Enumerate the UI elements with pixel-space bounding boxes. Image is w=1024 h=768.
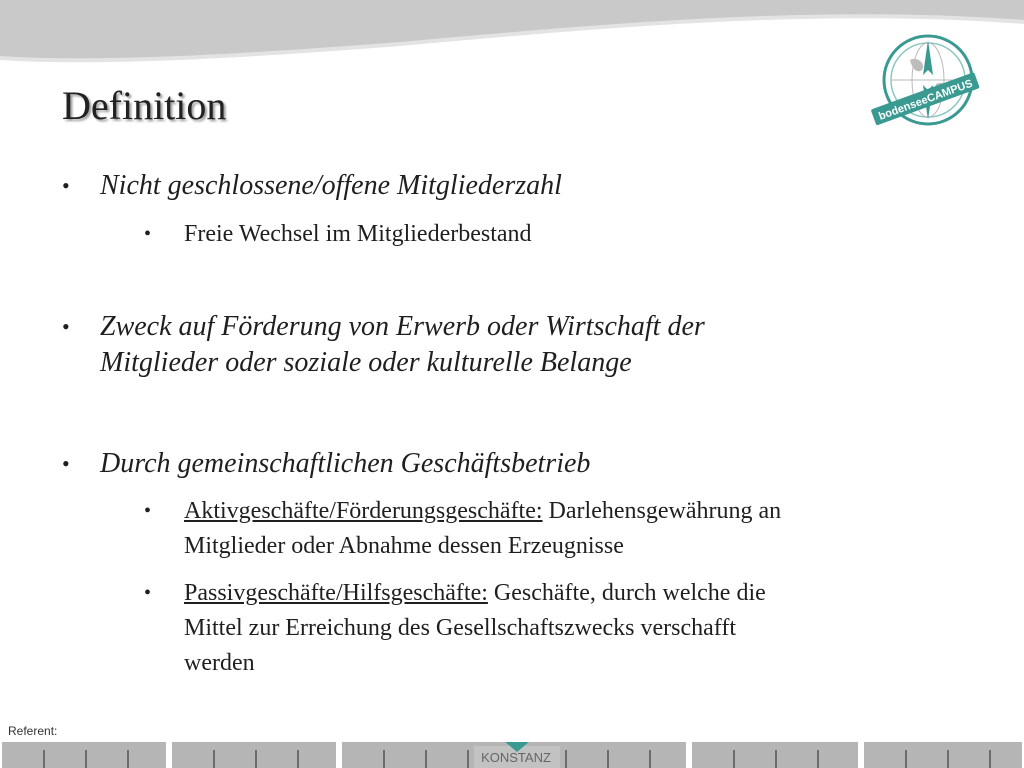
sub-bullet-passiv bbox=[184, 576, 984, 681]
term-aktivgeschaefte: Aktivgeschäfte/Förderungsgeschäfte: bbox=[184, 498, 543, 524]
slide-title: Definition bbox=[62, 83, 227, 128]
sub-bullet-aktiv bbox=[184, 494, 984, 564]
sub-bullet-1: Freie Wechsel im Mitgliederbestand bbox=[184, 221, 532, 247]
bullet-1: Nicht geschlossene/offene Mitgliederzahl bbox=[100, 170, 562, 201]
bullet-2-line-1: Zweck auf Förderung von Erwerb oder Wirtschaft der bbox=[100, 311, 705, 342]
bullet-2-line-2: Mitglieder oder soziale oder kulturelle Belange bbox=[100, 347, 632, 378]
bullet-icon: • bbox=[62, 173, 70, 198]
brand-konstanz: KONSTANZ bbox=[481, 750, 551, 765]
svg-text:bodenseeCAMPUS: bodenseeCAMPUS bbox=[877, 77, 975, 123]
bullet-3: Durch gemeinschaftlichen Geschäftsbetrieb bbox=[100, 448, 591, 479]
aktiv-description: Darlehensgewährung an bbox=[542, 498, 782, 524]
passiv-description: Geschäfte, durch welche die bbox=[487, 580, 766, 606]
referent-label: Referent: bbox=[8, 724, 58, 738]
term-passivgeschaefte: Passivgeschäfte/Hilfsgeschäfte: bbox=[184, 580, 488, 606]
passiv-description-line-3: werden bbox=[184, 650, 255, 676]
passiv-description-line-2: Mittel zur Erreichung des Gesellschaftszwecks verschafft bbox=[184, 615, 737, 641]
bullet-icon: • bbox=[144, 582, 152, 604]
bullet-icon: • bbox=[144, 223, 152, 245]
bodensee-campus-logo bbox=[866, 30, 980, 130]
bullet-icon: • bbox=[144, 500, 152, 522]
bullet-2 bbox=[100, 309, 980, 381]
aktiv-description-line-2: Mitglieder oder Abnahme dessen Erzeugnisse bbox=[184, 533, 624, 559]
bullet-icon: • bbox=[62, 451, 70, 476]
bullet-icon: • bbox=[62, 314, 70, 339]
